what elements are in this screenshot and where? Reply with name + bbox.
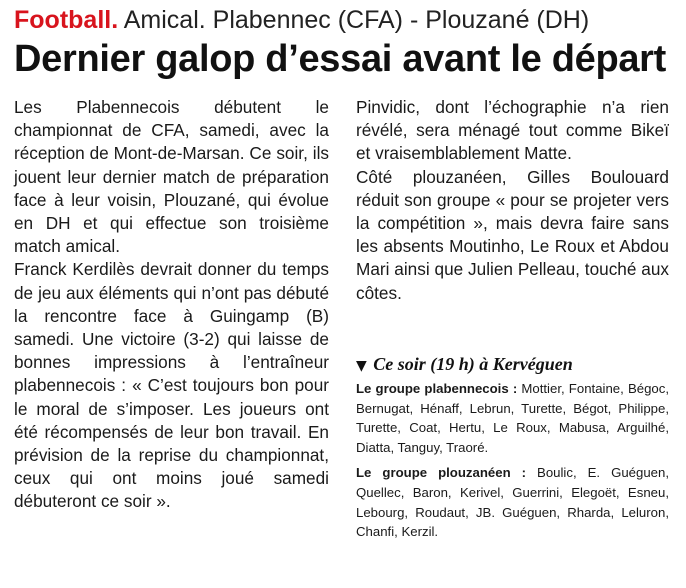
match-info-title xyxy=(356,351,669,379)
squad-group xyxy=(356,463,669,541)
squad-group-players: Boulic, E. Guéguen, Quellec, Baron, Kerivel, Guerrini, Elegoët, Esneu, Lebourg, Roudaut, JB. Guéguen, Rharda, Leluron, Chanfi, Kerzil. xyxy=(356,465,670,540)
article-headline: Dernier galop d’essai avant le départ xyxy=(14,38,667,80)
squad-group-label: Le groupe plabennecois : xyxy=(356,381,518,396)
article-paragraph: Pinvidic, dont l’échographie n’a rien révélé, sera ménagé tout comme Bikeï et vraisemblablement Matte. xyxy=(356,97,669,164)
article-column-right xyxy=(356,96,669,305)
triangle-down-icon: ▼ xyxy=(356,358,367,374)
article-paragraph: Côté plouzanéen, Gilles Boulouard réduit son groupe « pour se projeter vers la compétition », mais devra faire sans les absents Moutinho, Le Roux et Abdou Mari ainsi que Julien Pelleau, touché aux côtes. xyxy=(356,166,669,303)
squad-lists xyxy=(356,379,669,542)
squad-group-label: Le groupe plouzanéen : xyxy=(356,465,527,481)
article-column-left xyxy=(14,96,329,514)
match-info-box xyxy=(356,351,669,542)
rubric-label: Football. xyxy=(14,6,119,34)
match-subtitle: Amical. Plabennec (CFA) - Plouzané (DH) xyxy=(123,6,590,34)
article-kicker xyxy=(14,4,589,36)
squad-group xyxy=(356,379,669,457)
squad-group-players: Mottier, Fontaine, Bégoc, Bernugat, Hénaff, Lebrun, Turette, Bégot, Philippe, Turette, Coat, Hertu, Le Roux, Mabusa, Arguilhé, Diatta, Tanguy, Traoré. xyxy=(356,381,670,455)
match-info-title-text: Ce soir (19 h) à Kervéguen xyxy=(373,354,573,374)
article-paragraph: Franck Kerdilès devrait donner du temps de jeu aux éléments qui n’ont pas débuté la rencontre face à Guingamp (B) samedi. Une victoire (3-2) qui laisse de bonnes impressions à l’entraîneur plabennecois : « C’est toujours bon pour le moral de s’imposer. Les joueurs ont été récompensés de leur bon travail. En prévision de la reprise du championnat, ceux qui ont moins joué samedi débuteront ce soir ». xyxy=(14,259,329,512)
article-paragraph: Les Plabennecois débutent le championnat de CFA, samedi, avec la réception de Mont-de-Marsan. Ce soir, ils jouent leur dernier match de préparation face à leur voisin, Plouzané, qui évolue en DH et qui effectue son troisième match amical. xyxy=(14,97,329,257)
